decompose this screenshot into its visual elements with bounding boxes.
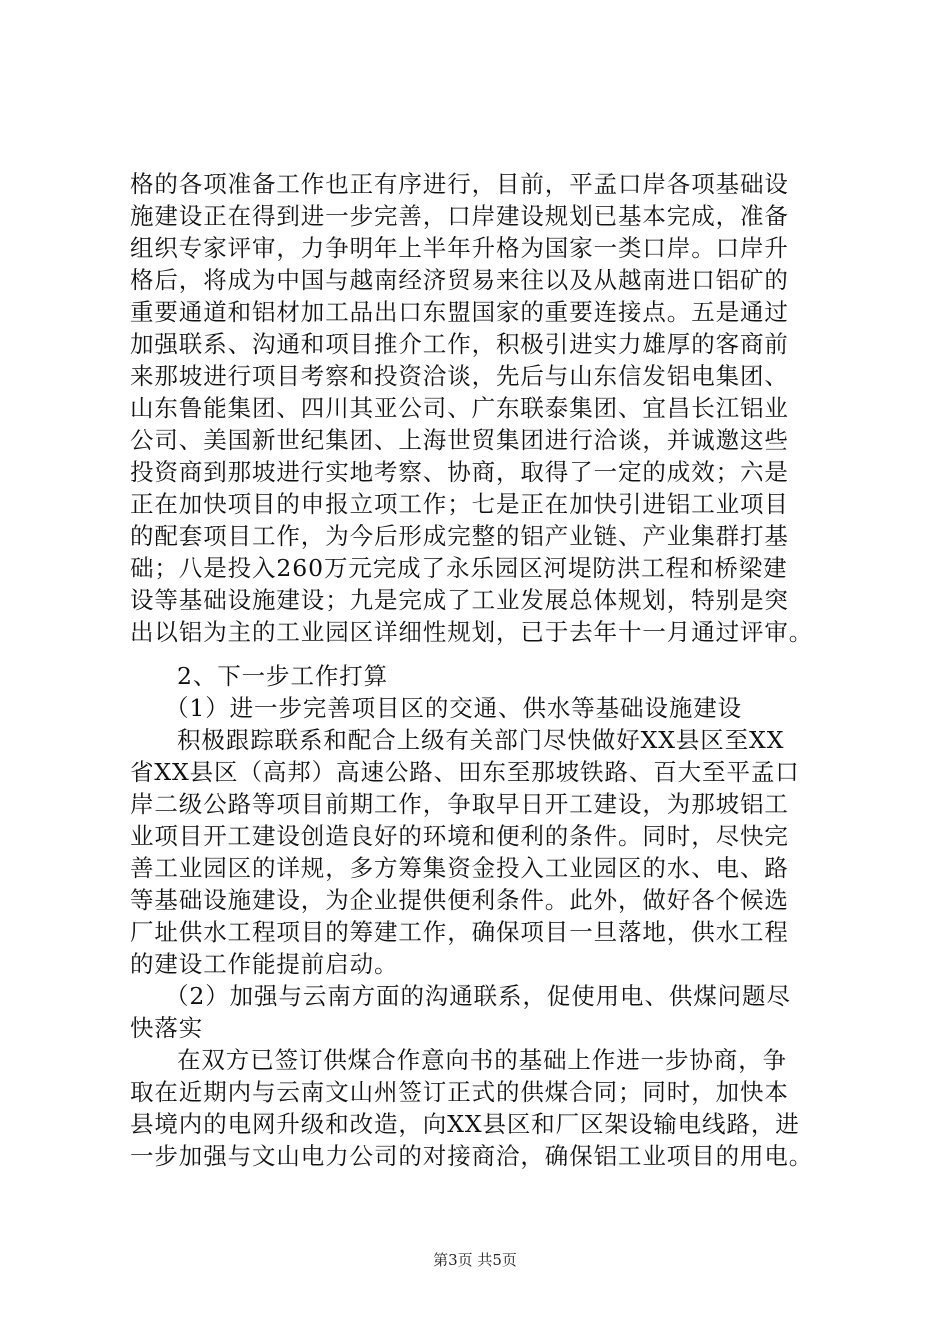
text-line: 公司、美国新世纪集团、上海世贸集团进行洽谈，并诚邀这些: [130, 426, 789, 454]
paragraph-1: [130, 168, 830, 648]
text-line: 县境内的电网升级和改造，向XX县区和厂区架设输电线路，进: [130, 1110, 800, 1138]
text-line: 正在加快项目的申报立项工作；七是正在加快引进铝工业项目: [130, 490, 789, 518]
text-line: 投资商到那坡进行实地考察、协商，取得了一定的成效；六是: [130, 458, 789, 486]
subsection-1-heading: （1）进一步完善项目区的交通、供水等基础设施建设: [165, 694, 743, 722]
text-line: 的配套项目工作，为今后形成完整的铝产业链、产业集群打基: [130, 522, 789, 550]
text-line: 重要通道和铝材加工品出口东盟国家的重要连接点。五是通过: [130, 298, 789, 326]
page-footer: 第3页 共5页: [433, 1251, 517, 1269]
text-line: 业项目开工建设创造良好的环境和便利的条件。同时，尽快完: [130, 822, 789, 850]
text-line: 在双方已签订供煤合作意向书的基础上作进一步协商，争: [177, 1046, 787, 1074]
text-line: 出以铝为主的工业园区详细性规划，已于去年十一月通过评审。: [130, 618, 814, 646]
text-line: 一步加强与文山电力公司的对接商洽，确保铝工业项目的用电。: [130, 1142, 814, 1170]
text-line: 来那坡进行项目考察和投资洽谈，先后与山东信发铝电集团、: [130, 362, 789, 390]
text-line: 格后，将成为中国与越南经济贸易来往以及从越南进口铝矿的: [130, 266, 789, 294]
subsection-2-heading-cont: 快落实: [130, 1014, 204, 1042]
text-line: 山东鲁能集团、四川其亚公司、广东联泰集团、宜昌长江铝业: [130, 394, 789, 422]
text-line: 厂址供水工程项目的筹建工作，确保项目一旦落地，供水工程: [130, 918, 789, 946]
text-line: 础；八是投入260万元完成了永乐园区河堤防洪工程和桥梁建: [130, 554, 788, 582]
text-line: 的建设工作能提前启动。: [130, 950, 399, 978]
text-line: 岸二级公路等项目前期工作，争取早日开工建设，为那坡铝工: [130, 790, 789, 818]
text-line: 设等基础设施建设；九是完成了工业发展总体规划，特别是突: [130, 586, 789, 614]
text-line: 格的各项准备工作也正有序进行，目前，平孟口岸各项基础设: [130, 170, 789, 198]
text-line: 省XX县区（高邦）高速公路、田东至那坡铁路、百大至平孟口: [130, 758, 800, 786]
subsection-2-heading: （2）加强与云南方面的沟通联系，促使用电、供煤问题尽: [165, 982, 791, 1010]
section-2: [130, 660, 830, 1172]
section-heading: 2、下一步工作打算: [177, 662, 389, 690]
text-line: 等基础设施建设，为企业提供便利条件。此外，做好各个候选: [130, 886, 789, 914]
text-line: 积极跟踪联系和配合上级有关部门尽快做好XX县区至XX: [177, 726, 785, 754]
text-line: 取在近期内与云南文山州签订正式的供煤合同；同时，加快本: [130, 1078, 789, 1106]
text-line: 加强联系、沟通和项目推介工作，积极引进实力雄厚的客商前: [130, 330, 789, 358]
text-line: 善工业园区的详规，多方筹集资金投入工业园区的水、电、路: [130, 854, 789, 882]
text-line: 组织专家评审，力争明年上半年升格为国家一类口岸。口岸升: [130, 234, 789, 262]
text-line: 施建设正在得到进一步完善，口岸建设规划已基本完成，准备: [130, 202, 789, 230]
